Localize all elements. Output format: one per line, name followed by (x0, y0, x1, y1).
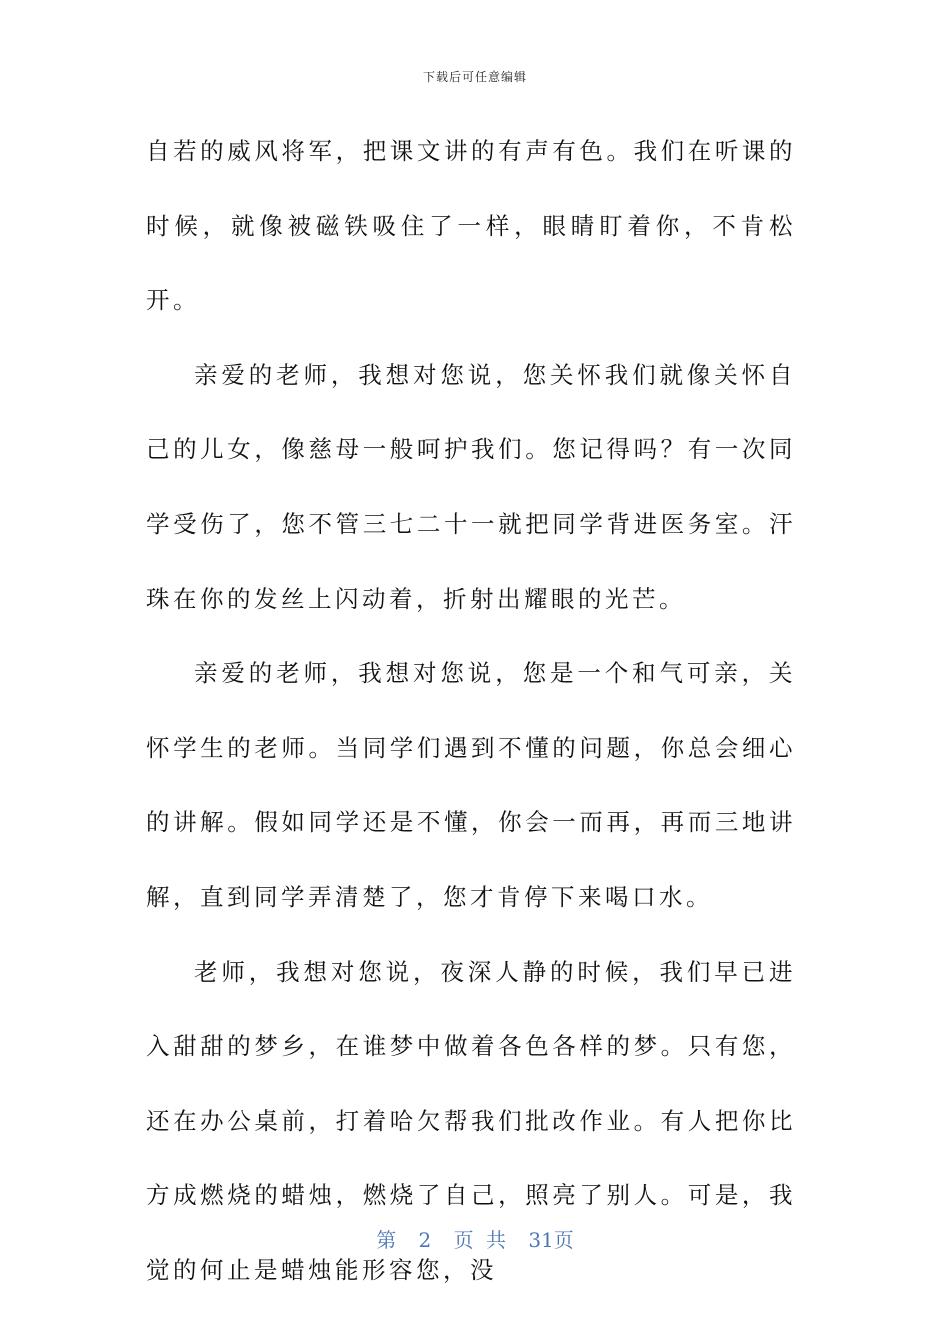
paragraph: 亲爱的老师，我想对您说，您关怀我们就像关怀自己的儿女，像慈母一般呵护我们。您记得吗？有一次同学受伤了，您不管三七二十一就把同学背进医务室。汗珠在你的发丝上闪动着，折射出耀眼的光芒。 (146, 360, 796, 613)
header-note: 下载后可任意编辑 (422, 70, 527, 84)
footer-middle: 页 共 (453, 1228, 506, 1252)
document-body (146, 114, 796, 1308)
footer-prefix: 第 (376, 1228, 397, 1252)
paragraph: 老师，我想对您说，夜深人静的时候，我们早已进入甜甜的梦乡，在谁梦中做着各色各样的梦。只有您，还在办公桌前，打着哈欠帮我们批改作业。有人把你比方成燃烧的蜡烛，燃烧了自己，照亮了别人。可是，我觉的何止是蜡烛能形容您，没 (146, 957, 796, 1284)
current-page-number: 2 (418, 1228, 432, 1252)
paragraph: 亲爱的老师，我想对您说，您是一个和气可亲，关怀学生的老师。当同学们遇到不懂的问题，你总会细心的讲解。假如同学还是不懂，你会一而再，再而三地讲解，直到同学弄清楚了，您才肯停下来喝口水。 (146, 659, 796, 911)
page-footer (0, 1224, 950, 1253)
total-pages: 31页 (528, 1228, 574, 1252)
paragraph: 自若的威风将军，把课文讲的有声有色。我们在听课的时候，就像被磁铁吸住了一样，眼睛盯着你，不肯松开。 (146, 137, 796, 315)
